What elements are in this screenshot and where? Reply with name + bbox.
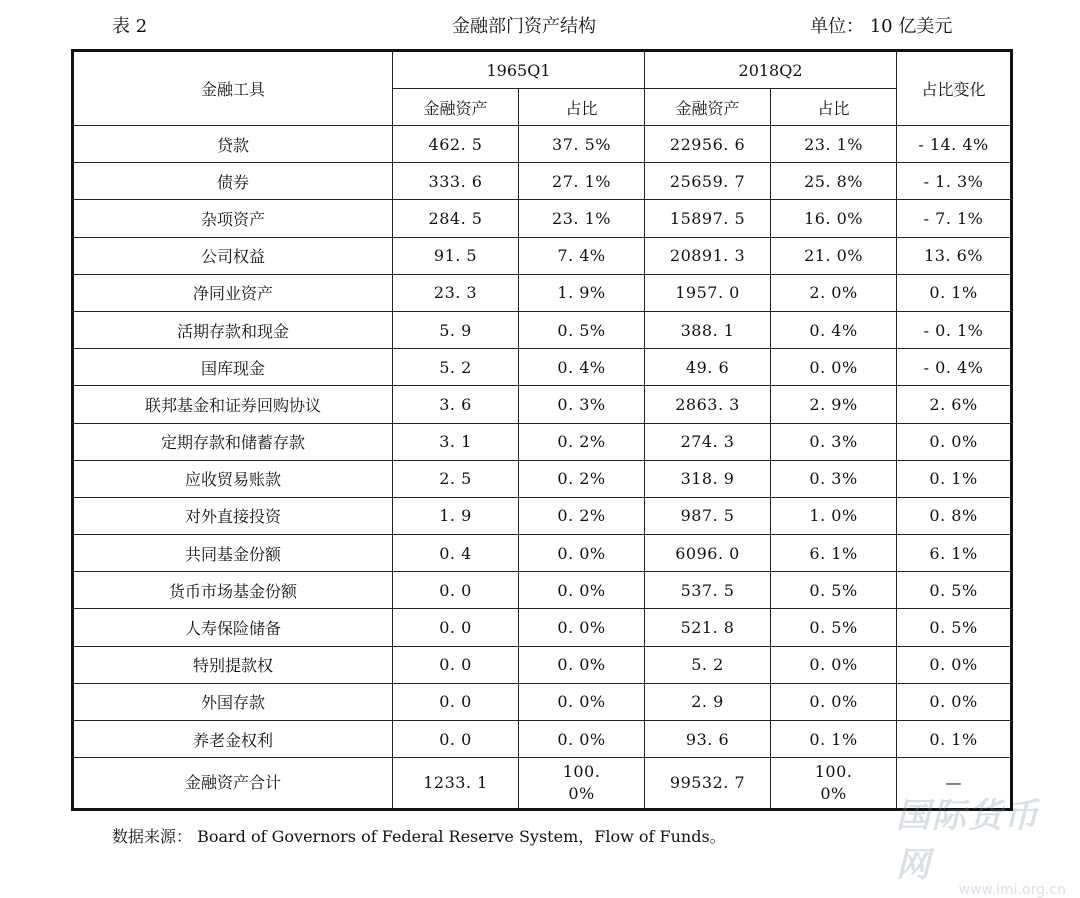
instrument-cell: 外国存款 — [73, 683, 393, 720]
share-1965-cell: 1. 9% — [519, 274, 645, 311]
assets-2018-cell: 2. 9 — [645, 683, 771, 720]
share-change-cell: 0. 1% — [897, 274, 1012, 311]
instrument-cell: 债券 — [73, 163, 393, 200]
header-assets-2018: 金融资产 — [645, 89, 771, 126]
header-share-change: 占比变化 — [897, 51, 1012, 126]
share-1965-cell: 0. 0% — [519, 646, 645, 683]
share-2018-cell: 0. 0% — [771, 349, 897, 386]
watermark-main: 国际货币网 — [896, 796, 1040, 885]
data-source-note: 数据来源： Board of Governors of Federal Reserve System，Flow of Funds。 — [112, 827, 726, 846]
table-row — [73, 349, 1012, 386]
instrument-cell: 共同基金份额 — [73, 535, 393, 572]
instrument-cell: 杂项资产 — [73, 200, 393, 237]
assets-1965-cell: 91. 5 — [393, 237, 519, 274]
table-row — [73, 200, 1012, 237]
instrument-cell: 定期存款和储蓄存款 — [73, 423, 393, 460]
share-1965-cell: 0. 3% — [519, 386, 645, 423]
share-2018-cell: 25. 8% — [771, 163, 897, 200]
share-change-cell: - 0. 1% — [897, 311, 1012, 348]
table-row — [73, 126, 1012, 163]
total-assets-1965: 1233. 1 — [393, 758, 519, 810]
total-share-1965-line2: 0% — [568, 784, 595, 804]
share-change-cell: 0. 1% — [897, 460, 1012, 497]
assets-2018-cell: 388. 1 — [645, 311, 771, 348]
instrument-cell: 应收贸易账款 — [73, 460, 393, 497]
table-row — [73, 497, 1012, 534]
share-2018-cell: 0. 5% — [771, 572, 897, 609]
instrument-cell: 货币市场基金份额 — [73, 572, 393, 609]
share-1965-cell: 0. 5% — [519, 311, 645, 348]
instrument-cell: 净同业资产 — [73, 274, 393, 311]
share-2018-cell: 2. 9% — [771, 386, 897, 423]
share-2018-cell: 6. 1% — [771, 535, 897, 572]
total-share-2018-line2: 0% — [820, 784, 847, 804]
table-row — [73, 572, 1012, 609]
table-number: 表 2 — [112, 16, 148, 37]
share-2018-cell: 0. 4% — [771, 311, 897, 348]
header-period-2018q2: 2018Q2 — [645, 51, 897, 89]
share-1965-cell: 0. 0% — [519, 572, 645, 609]
watermark-url: www.imi.org.cn — [958, 882, 1066, 898]
assets-1965-cell: 0. 0 — [393, 683, 519, 720]
share-change-cell: 0. 0% — [897, 423, 1012, 460]
assets-1965-cell: 5. 2 — [393, 349, 519, 386]
table-caption — [0, 12, 1080, 38]
instrument-cell: 联邦基金和证券回购协议 — [73, 386, 393, 423]
table-row — [73, 386, 1012, 423]
share-1965-cell: 0. 0% — [519, 721, 645, 758]
share-1965-cell: 0. 4% — [519, 349, 645, 386]
share-1965-cell: 27. 1% — [519, 163, 645, 200]
assets-2018-cell: 537. 5 — [645, 572, 771, 609]
assets-2018-cell: 521. 8 — [645, 609, 771, 646]
share-change-cell: 0. 8% — [897, 497, 1012, 534]
share-change-cell: 6. 1% — [897, 535, 1012, 572]
table-row — [73, 683, 1012, 720]
instrument-cell: 对外直接投资 — [73, 497, 393, 534]
share-2018-cell: 0. 3% — [771, 423, 897, 460]
assets-1965-cell: 1. 9 — [393, 497, 519, 534]
table-row — [73, 274, 1012, 311]
assets-2018-cell: 22956. 6 — [645, 126, 771, 163]
table-row — [73, 460, 1012, 497]
assets-2018-cell: 274. 3 — [645, 423, 771, 460]
total-change: — — [897, 758, 1012, 810]
instrument-cell: 人寿保险储备 — [73, 609, 393, 646]
assets-1965-cell: 333. 6 — [393, 163, 519, 200]
table-row — [73, 423, 1012, 460]
assets-2018-cell: 5. 2 — [645, 646, 771, 683]
assets-2018-cell: 6096. 0 — [645, 535, 771, 572]
share-2018-cell: 0. 3% — [771, 460, 897, 497]
share-change-cell: 0. 5% — [897, 609, 1012, 646]
share-change-cell: - 14. 4% — [897, 126, 1012, 163]
header-share-1965: 占比 — [519, 89, 645, 126]
instrument-cell: 特别提款权 — [73, 646, 393, 683]
total-row — [73, 758, 1012, 810]
table-row — [73, 609, 1012, 646]
share-2018-cell: 1. 0% — [771, 497, 897, 534]
header-share-2018: 占比 — [771, 89, 897, 126]
header-instrument: 金融工具 — [73, 51, 393, 126]
share-1965-cell: 7. 4% — [519, 237, 645, 274]
assets-2018-cell: 20891. 3 — [645, 237, 771, 274]
total-share-1965-line1: 100. — [562, 762, 601, 782]
instrument-cell: 国库现金 — [73, 349, 393, 386]
instrument-cell: 活期存款和现金 — [73, 311, 393, 348]
assets-2018-cell: 2863. 3 — [645, 386, 771, 423]
share-2018-cell: 0. 0% — [771, 683, 897, 720]
share-change-cell: 0. 0% — [897, 683, 1012, 720]
assets-1965-cell: 0. 0 — [393, 721, 519, 758]
instrument-cell: 贷款 — [73, 126, 393, 163]
share-2018-cell: 21. 0% — [771, 237, 897, 274]
assets-1965-cell: 0. 0 — [393, 646, 519, 683]
share-2018-cell: 0. 1% — [771, 721, 897, 758]
table-row — [73, 163, 1012, 200]
assets-1965-cell: 0. 4 — [393, 535, 519, 572]
assets-2018-cell: 987. 5 — [645, 497, 771, 534]
assets-1965-cell: 5. 9 — [393, 311, 519, 348]
share-1965-cell: 0. 2% — [519, 460, 645, 497]
table-row — [73, 721, 1012, 758]
assets-1965-cell: 284. 5 — [393, 200, 519, 237]
assets-1965-cell: 0. 0 — [393, 609, 519, 646]
header-period-1965q1: 1965Q1 — [393, 51, 645, 89]
share-2018-cell: 16. 0% — [771, 200, 897, 237]
share-1965-cell: 0. 0% — [519, 683, 645, 720]
assets-2018-cell: 318. 9 — [645, 460, 771, 497]
share-change-cell: 2. 6% — [897, 386, 1012, 423]
assets-1965-cell: 23. 3 — [393, 274, 519, 311]
share-1965-cell: 37. 5% — [519, 126, 645, 163]
share-1965-cell: 0. 0% — [519, 535, 645, 572]
assets-2018-cell: 15897. 5 — [645, 200, 771, 237]
table-row — [73, 311, 1012, 348]
total-share-2018-line1: 100. — [814, 762, 853, 782]
instrument-cell: 养老金权利 — [73, 721, 393, 758]
total-assets-2018: 99532. 7 — [645, 758, 771, 810]
assets-2018-cell: 25659. 7 — [645, 163, 771, 200]
total-share-1965 — [519, 758, 645, 810]
header-assets-1965: 金融资产 — [393, 89, 519, 126]
assets-1965-cell: 3. 1 — [393, 423, 519, 460]
assets-2018-cell: 1957. 0 — [645, 274, 771, 311]
share-change-cell: 13. 6% — [897, 237, 1012, 274]
share-1965-cell: 0. 0% — [519, 609, 645, 646]
table-title: 金融部门资产结构 — [452, 16, 596, 37]
total-share-2018 — [771, 758, 897, 810]
share-change-cell: 0. 0% — [897, 646, 1012, 683]
assets-1965-cell: 3. 6 — [393, 386, 519, 423]
total-label: 金融资产合计 — [73, 758, 393, 810]
share-2018-cell: 0. 5% — [771, 609, 897, 646]
asset-structure-table — [71, 49, 1013, 811]
table-row — [73, 535, 1012, 572]
share-2018-cell: 0. 0% — [771, 646, 897, 683]
share-change-cell: - 1. 3% — [897, 163, 1012, 200]
instrument-cell: 公司权益 — [73, 237, 393, 274]
share-change-cell: 0. 5% — [897, 572, 1012, 609]
share-1965-cell: 0. 2% — [519, 497, 645, 534]
share-2018-cell: 2. 0% — [771, 274, 897, 311]
table-row — [73, 646, 1012, 683]
share-1965-cell: 0. 2% — [519, 423, 645, 460]
share-change-cell: 0. 1% — [897, 721, 1012, 758]
assets-2018-cell: 49. 6 — [645, 349, 771, 386]
share-change-cell: - 0. 4% — [897, 349, 1012, 386]
assets-1965-cell: 462. 5 — [393, 126, 519, 163]
watermark-logo — [896, 788, 1066, 898]
unit-label: 单位： 10 亿美元 — [810, 16, 953, 37]
share-2018-cell: 23. 1% — [771, 126, 897, 163]
table-row — [73, 237, 1012, 274]
assets-1965-cell: 2. 5 — [393, 460, 519, 497]
assets-2018-cell: 93. 6 — [645, 721, 771, 758]
share-1965-cell: 23. 1% — [519, 200, 645, 237]
assets-1965-cell: 0. 0 — [393, 572, 519, 609]
share-change-cell: - 7. 1% — [897, 200, 1012, 237]
